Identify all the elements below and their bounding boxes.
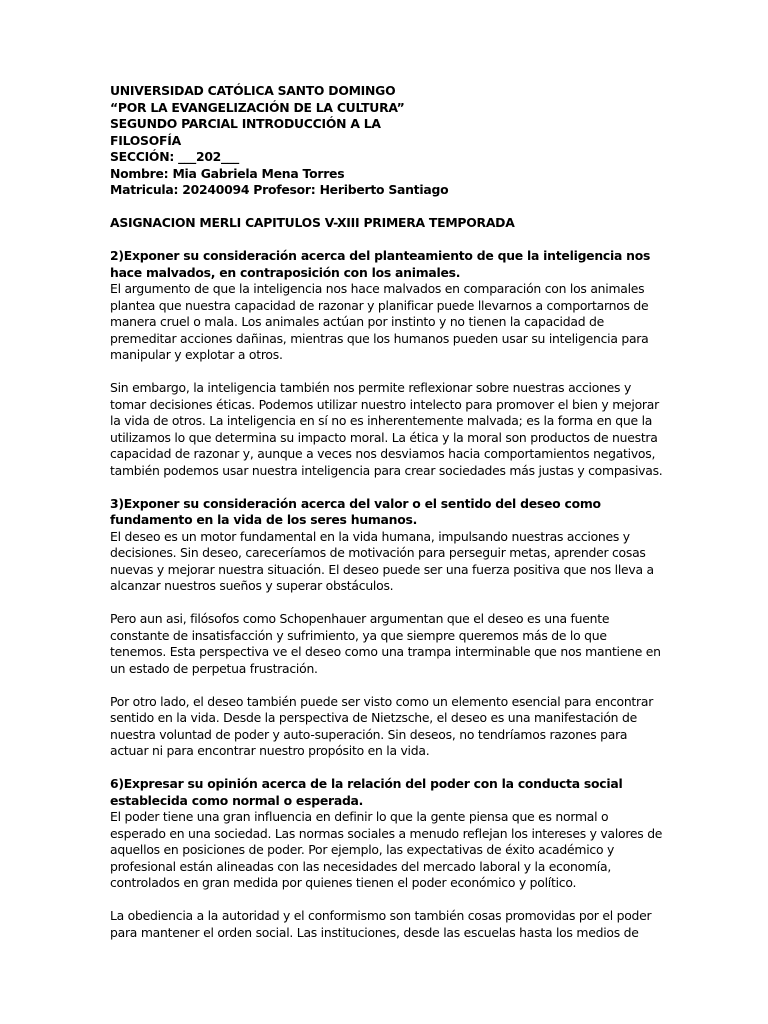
answer-paragraph: La obediencia a la autoridad y el conformismo son también cosas promovidas por el poder para mantener el orden social. Las instituciones, desde las escuelas hasta los medios de: [110, 908, 652, 940]
answer-paragraph: El deseo es un motor fundamental en la vida humana, impulsando nuestras acciones y decisiones. Sin deseo, careceríamos de motivación para perseguir metas, aprender cosas nuevas y mejorar nuestra situación. El deseo puede ser una fuerza positiva que nos lleva a alcanzar nuestros sueños y superar obstáculos.: [110, 528, 654, 593]
answer-section: [110, 776, 665, 941]
section-number: SECCIÓN: ___202___: [110, 149, 239, 164]
answer-paragraph: El poder tiene una gran influencia en definir lo que la gente piensa que es normal o esperado en una sociedad. Las normas sociales a menudo reflejan los intereses y valores de aquellos en posiciones de poder. Por ejemplo, las expectativas de éxito académico y profesional están alineadas con las necesidades del mercado laboral y la economía, controlados en gran medida por quienes tienen el poder económico y político.: [110, 809, 663, 890]
enrollment-and-professor: Matricula: 20240094 Profesor: Heriberto Santiago: [110, 182, 449, 197]
question-heading: 6)Expresar su opinión acerca de la relación del poder con la conducta social establecida como normal o esperada.: [110, 776, 623, 808]
question-heading: 2)Exponer su consideración acerca del planteamiento de que la inteligencia nos hace malvados, en contraposición con los animales.: [110, 248, 651, 280]
answer-paragraph: Sin embargo, la inteligencia también nos permite reflexionar sobre nuestras acciones y tomar decisiones éticas. Podemos utilizar nuestro intelecto para promover el bien y mejorar la vida de otros. La inteligencia en sí no es inherentemente malvada; es la forma en que la utilizamos lo que determina su impacto moral. La ética y la moral son productos de nuestra capacidad de razonar y, aunque a veces nos desviamos hacia comportamientos negativos, también podemos usar nuestra inteligencia para crear sociedades más justas y compasivas.: [110, 380, 663, 478]
assignment-title: ASIGNACION MERLI CAPITULOS V-XIII PRIMERA TEMPORADA: [110, 215, 515, 230]
answer-paragraph: El argumento de que la inteligencia nos hace malvados en comparación con los animales plantea que nuestra capacidad de razonar y planificar puede llevarnos a comportarnos de manera cruel o mala. Los animales actúan por instinto y no tienen la capacidad de premeditar acciones dañinas, mientras que los humanos pueden usar su inteligencia para manipular y explotar a otros.: [110, 281, 649, 362]
university-name: UNIVERSIDAD CATÓLICA SANTO DOMINGO: [110, 83, 396, 98]
exam-title: SEGUNDO PARCIAL INTRODUCCIÓN A LA: [110, 116, 381, 131]
exam-subject: FILOSOFÍA: [110, 132, 181, 148]
question-heading: 3)Exponer su consideración acerca del valor o el sentido del deseo como fundamento en la vida de los seres humanos.: [110, 495, 601, 527]
answer-paragraph: Pero aun asi, filósofos como Schopenhauer argumentan que el deseo es una fuente constante de insatisfacción y sufrimiento, ya que siempre queremos más de lo que tenemos. Esta perspectiva ve el deseo como una trampa interminable que nos mantiene en un estado de perpetua frustración.: [110, 611, 661, 676]
document-header: [110, 83, 665, 199]
university-motto: “POR LA EVANGELIZACIÓN DE LA CULTURA”: [110, 99, 405, 115]
document-page: [110, 83, 665, 941]
answer-section: [110, 248, 665, 479]
student-name: Nombre: Mia Gabriela Mena Torres: [110, 165, 345, 181]
answer-paragraph: Por otro lado, el deseo también puede ser visto como un elemento esencial para encontrar sentido en la vida. Desde la perspectiva de Nietzsche, el deseo es una manifestación de nuestra voluntad de poder y auto-superación. Sin deseos, no tendríamos razones para actuar ni para encontrar nuestro propósito en la vida.: [110, 693, 654, 758]
answer-section: [110, 496, 665, 760]
